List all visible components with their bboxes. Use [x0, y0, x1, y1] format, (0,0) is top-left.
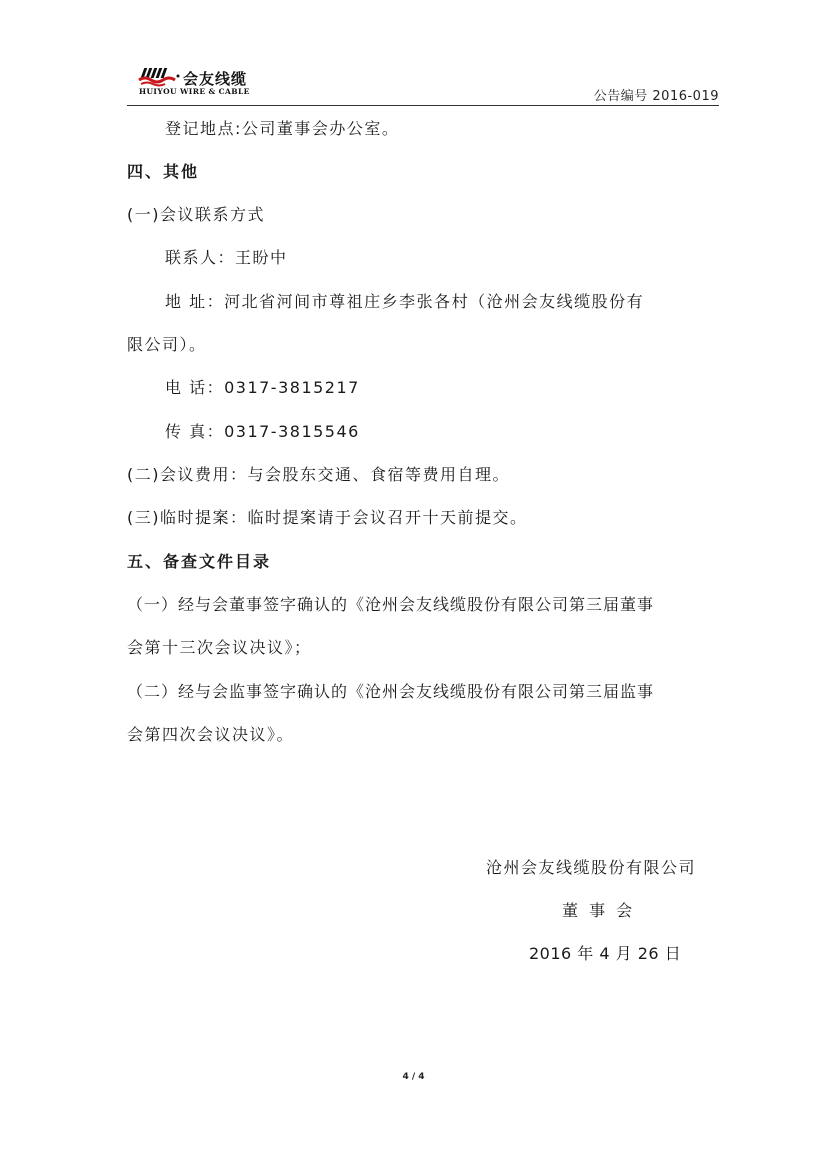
reference-doc-1-line-2: 会第十三次会议决议》；: [127, 638, 312, 657]
reference-doc-2-line-1: （二）经与会监事签字确认的《沧州会友线缆股份有限公司第三届监事: [127, 682, 655, 701]
logo-english-name: HUIYOU WIRE & CABLE: [139, 87, 250, 96]
signature-date: 2016 年 4 月 26 日: [529, 944, 682, 963]
address-line-1: 地 址：河北省河间市尊祖庄乡李张各村（沧州会友线缆股份有: [165, 292, 645, 311]
reference-doc-1-line-1: （一）经与会董事签字确认的《沧州会友线缆股份有限公司第三届董事: [127, 595, 655, 614]
logo-mark-icon: [135, 66, 181, 88]
section-4-title: 四、其他: [127, 162, 200, 181]
section-5-title: 五、备查文件目录: [127, 552, 272, 571]
reference-doc-2-line-2: 会第四次会议决议》。: [127, 725, 295, 744]
contact-person: 联系人：王盼中: [165, 248, 288, 267]
fax-number: 传 真：0317-3815546: [165, 422, 360, 441]
phone-number: 电 话：0317-3815217: [165, 378, 360, 397]
temporary-proposals: (三)临时提案：临时提案请于会议召开十天前提交。: [127, 508, 528, 527]
signature-company: 沧州会友线缆股份有限公司: [486, 858, 697, 877]
page-header: [127, 66, 719, 106]
page-indicator: 4 / 4: [402, 1072, 425, 1082]
signature-board: 董 事 会: [562, 901, 636, 920]
logo-chinese-name: 会友线缆: [183, 70, 248, 88]
contact-heading: (一)会议联系方式: [127, 205, 265, 224]
header-divider: [127, 105, 719, 106]
address-line-2: 限公司）。: [127, 335, 207, 354]
announcement-number: 公告编号 2016-019: [593, 89, 719, 104]
registration-place: 登记地点:公司董事会办公室。: [165, 119, 400, 138]
company-logo: [135, 66, 295, 102]
meeting-fees: (二)会议费用：与会股东交通、食宿等费用自理。: [127, 465, 510, 484]
